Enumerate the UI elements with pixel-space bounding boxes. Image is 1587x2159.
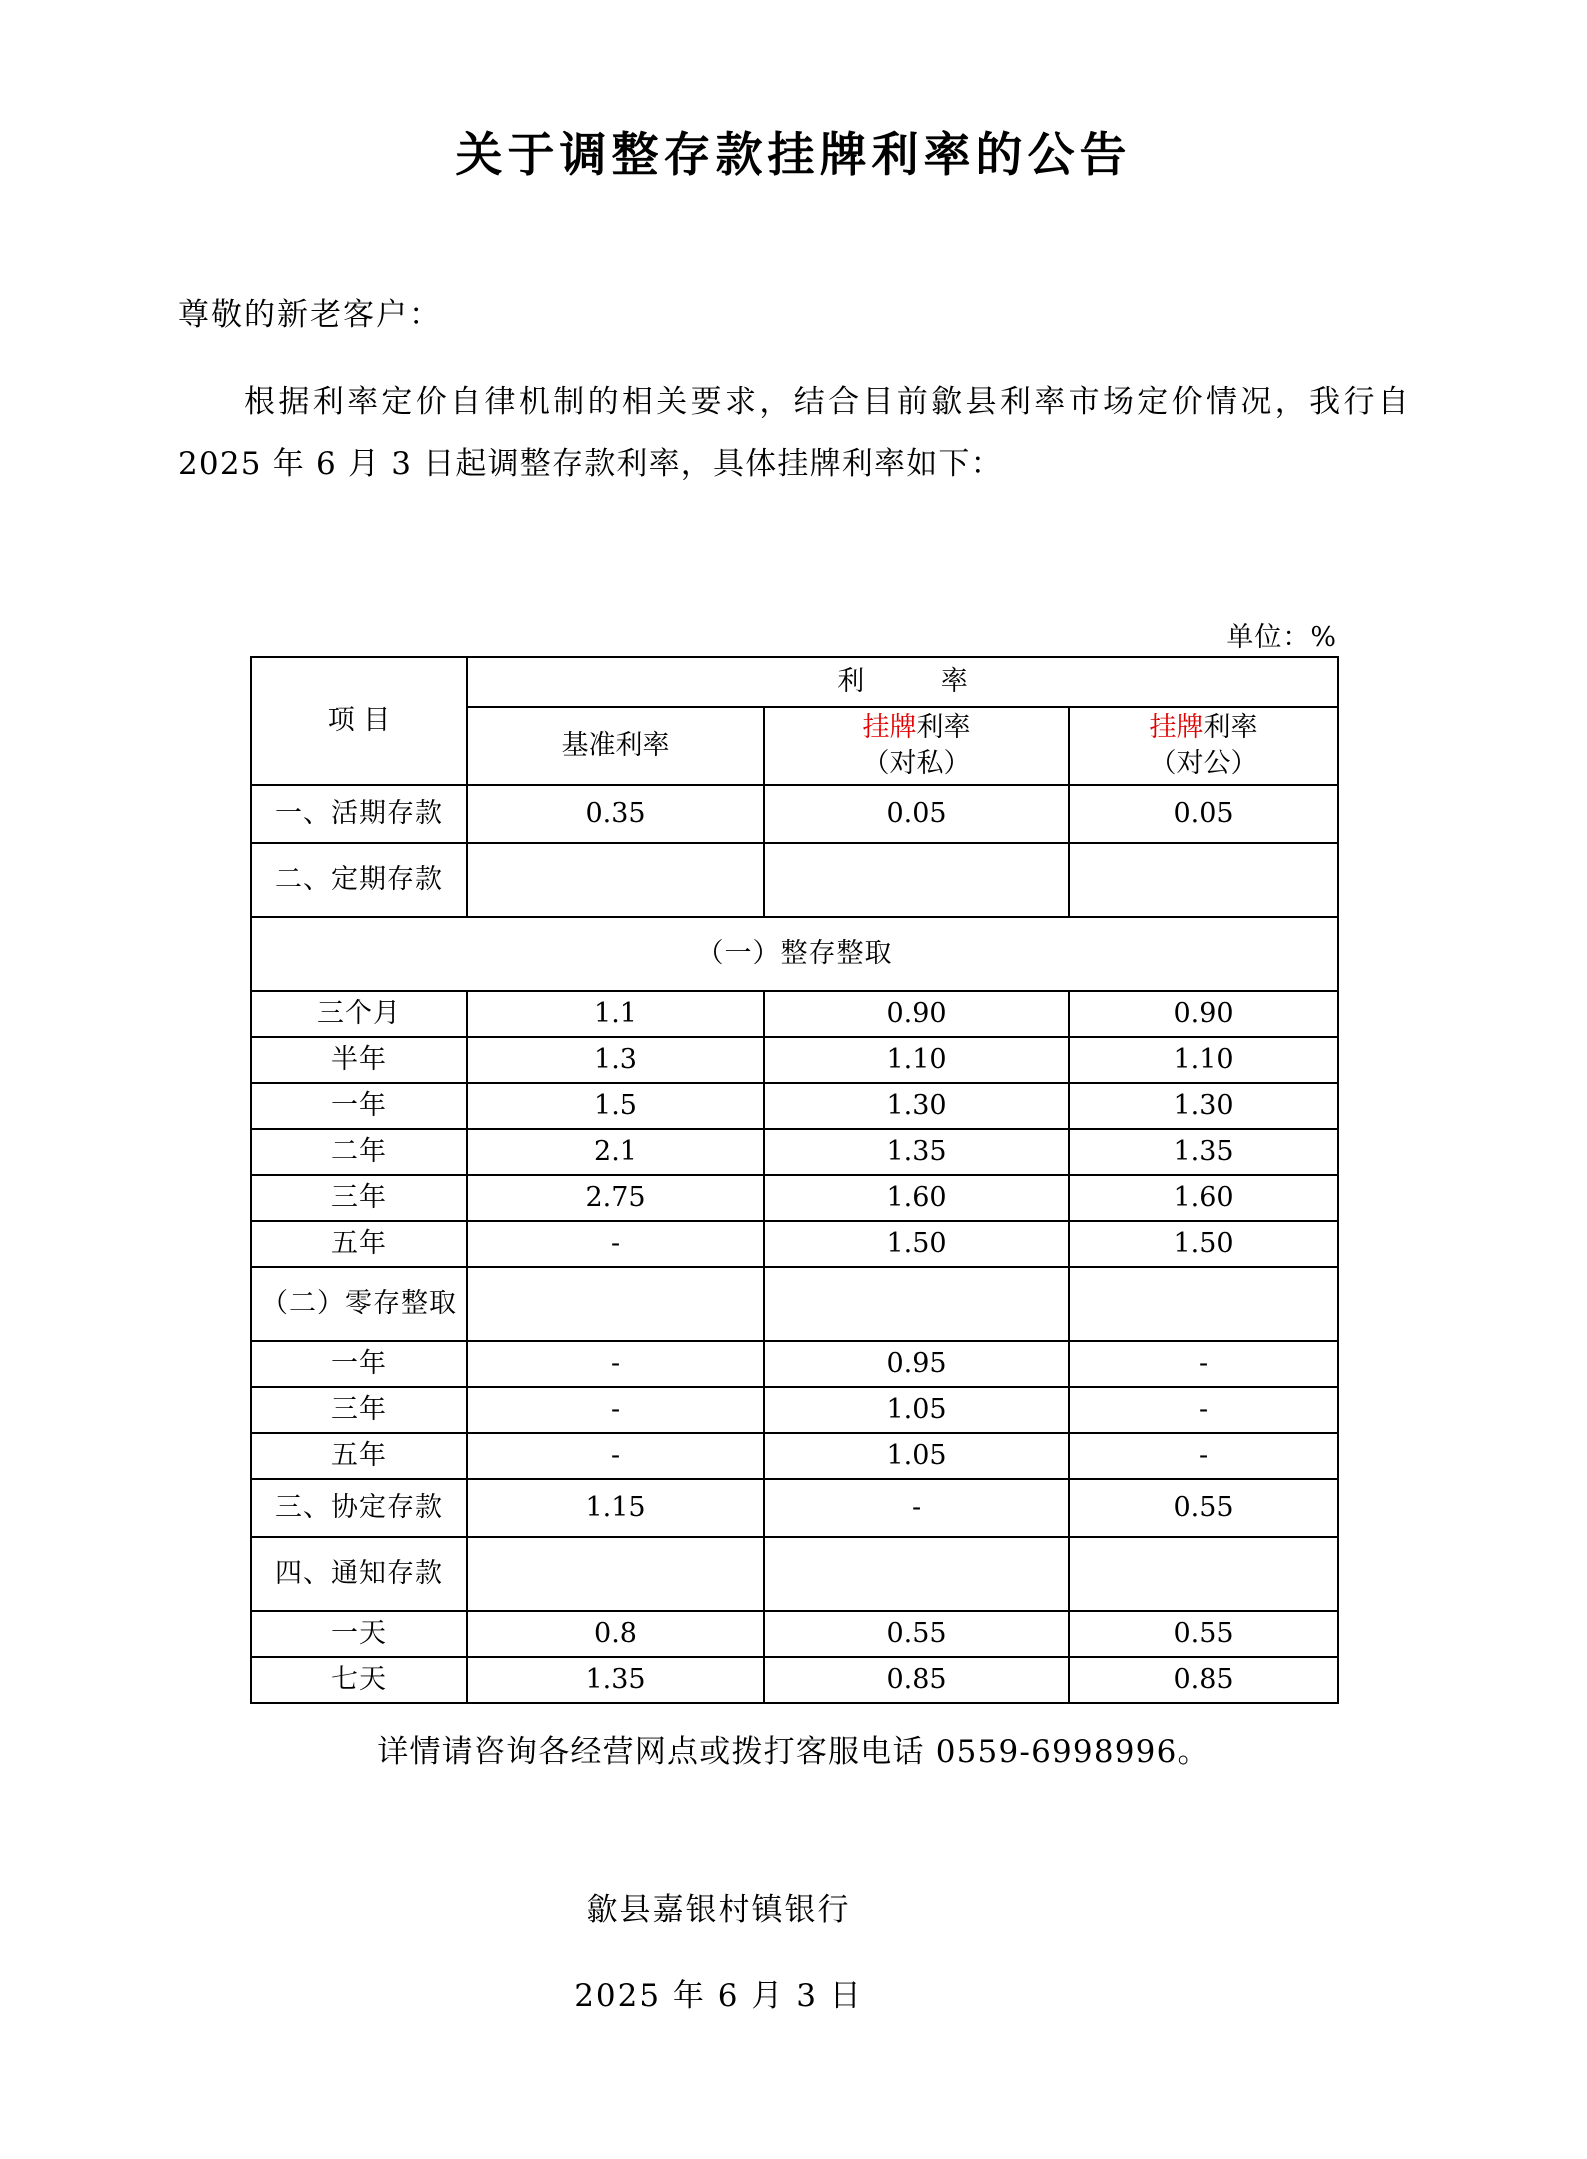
private-rate-cell <box>764 1537 1069 1611</box>
private-rate-cell: 1.10 <box>764 1037 1069 1083</box>
signature-organization: 歙县嘉银村镇银行 <box>586 1892 851 1928</box>
private-rate-cell: 0.95 <box>764 1341 1069 1387</box>
private-rate-cell <box>764 843 1069 917</box>
section-label: 一、活期存款 <box>251 785 467 843</box>
private-rate-cell: 1.50 <box>764 1221 1069 1267</box>
base-rate-cell: 0.8 <box>467 1611 764 1657</box>
corporate-rate-cell: 0.55 <box>1069 1611 1338 1657</box>
term-label: 半年 <box>251 1037 467 1083</box>
table-head <box>251 657 1338 785</box>
rate-table-container <box>250 656 1337 1704</box>
corporate-rate-cell: - <box>1069 1433 1338 1479</box>
term-label: 七天 <box>251 1657 467 1703</box>
corporate-rate-cell: 0.90 <box>1069 991 1338 1037</box>
corporate-rate-cell <box>1069 843 1338 917</box>
section-label: （二）零存整取 <box>251 1267 467 1341</box>
corporate-rate-cell: 0.85 <box>1069 1657 1338 1703</box>
table-row <box>251 1037 1338 1083</box>
group-heading-label: （一）整存整取 <box>251 917 1338 991</box>
private-rate-cell: 1.35 <box>764 1129 1069 1175</box>
corporate-rate-subtitle: （对公） <box>1149 748 1258 779</box>
corporate-rate-highlight: 挂牌 <box>1149 711 1204 743</box>
base-rate-cell: 2.1 <box>467 1129 764 1175</box>
column-header-corporate-rate <box>1069 707 1338 785</box>
private-rate-cell: 1.30 <box>764 1083 1069 1129</box>
table-row <box>251 1387 1338 1433</box>
private-rate-text: 利率 <box>916 711 971 743</box>
table-row <box>251 1611 1338 1657</box>
term-label: 一年 <box>251 1083 467 1129</box>
private-rate-cell: 0.90 <box>764 991 1069 1037</box>
term-label: 三个月 <box>251 991 467 1037</box>
base-rate-cell: 1.15 <box>467 1479 764 1537</box>
corporate-rate-cell: 0.55 <box>1069 1479 1338 1537</box>
base-rate-cell: - <box>467 1433 764 1479</box>
table-row-section <box>251 1479 1338 1537</box>
term-label: 一天 <box>251 1611 467 1657</box>
private-rate-cell: 1.60 <box>764 1175 1069 1221</box>
table-header-row-1 <box>251 657 1338 707</box>
table-body <box>251 785 1338 1703</box>
section-label: 四、通知存款 <box>251 1537 467 1611</box>
body-paragraph: 根据利率定价自律机制的相关要求，结合目前歙县利率市场定价情况，我行自 2025 年 6 月 3 日起调整存款利率，具体挂牌利率如下： <box>178 384 1410 482</box>
private-rate-highlight: 挂牌 <box>862 711 917 743</box>
column-header-base-rate: 基准利率 <box>467 707 764 785</box>
table-row <box>251 1129 1338 1175</box>
corporate-rate-cell: 1.30 <box>1069 1083 1338 1129</box>
base-rate-cell: - <box>467 1387 764 1433</box>
private-rate-cell: 0.85 <box>764 1657 1069 1703</box>
base-rate-cell: 1.5 <box>467 1083 764 1129</box>
corporate-rate-cell <box>1069 1267 1338 1341</box>
deposit-rate-table <box>250 656 1339 1704</box>
private-rate-cell: 0.55 <box>764 1611 1069 1657</box>
corporate-rate-cell: 1.60 <box>1069 1175 1338 1221</box>
signature-date: 2025 年 6 月 3 日 <box>574 1978 863 2014</box>
private-rate-cell: - <box>764 1479 1069 1537</box>
private-rate-cell: 1.05 <box>764 1387 1069 1433</box>
term-label: 三年 <box>251 1387 467 1433</box>
table-row-section <box>251 1537 1338 1611</box>
private-rate-cell: 0.05 <box>764 785 1069 843</box>
corporate-rate-cell: 0.05 <box>1069 785 1338 843</box>
page-title: 关于调整存款挂牌利率的公告 <box>455 128 1132 184</box>
term-label: 五年 <box>251 1433 467 1479</box>
contact-line: 详情请咨询各经营网点或拨打客服电话 0559-6998996。 <box>377 1734 1210 1770</box>
corporate-rate-cell <box>1069 1537 1338 1611</box>
term-label: 一年 <box>251 1341 467 1387</box>
salutation: 尊敬的新老客户： <box>178 297 442 333</box>
column-header-rate-group: 利 率 <box>467 657 1338 707</box>
corporate-rate-cell: - <box>1069 1387 1338 1433</box>
table-row-section <box>251 1267 1338 1341</box>
table-row <box>251 1341 1338 1387</box>
column-header-private-rate <box>764 707 1069 785</box>
base-rate-cell <box>467 1267 764 1341</box>
table-row <box>251 1221 1338 1267</box>
base-rate-cell: 0.35 <box>467 785 764 843</box>
column-header-item: 项 目 <box>251 657 467 785</box>
term-label: 二年 <box>251 1129 467 1175</box>
term-label: 五年 <box>251 1221 467 1267</box>
base-rate-cell <box>467 843 764 917</box>
term-label: 三年 <box>251 1175 467 1221</box>
table-row <box>251 1657 1338 1703</box>
base-rate-cell: 1.1 <box>467 991 764 1037</box>
corporate-rate-cell: 1.50 <box>1069 1221 1338 1267</box>
table-row <box>251 1433 1338 1479</box>
section-label: 二、定期存款 <box>251 843 467 917</box>
base-rate-cell: - <box>467 1341 764 1387</box>
table-row-section <box>251 785 1338 843</box>
corporate-rate-cell: 1.35 <box>1069 1129 1338 1175</box>
table-row <box>251 1175 1338 1221</box>
base-rate-cell: 1.35 <box>467 1657 764 1703</box>
table-row <box>251 991 1338 1037</box>
private-rate-cell: 1.05 <box>764 1433 1069 1479</box>
base-rate-cell: 2.75 <box>467 1175 764 1221</box>
corporate-rate-cell: - <box>1069 1341 1338 1387</box>
base-rate-cell: - <box>467 1221 764 1267</box>
unit-label: 单位：% <box>1226 622 1337 653</box>
private-rate-cell <box>764 1267 1069 1341</box>
private-rate-subtitle: （对私） <box>862 748 971 779</box>
table-row-group-heading <box>251 917 1338 991</box>
table-row-section <box>251 843 1338 917</box>
table-row <box>251 1083 1338 1129</box>
section-label: 三、协定存款 <box>251 1479 467 1537</box>
base-rate-cell: 1.3 <box>467 1037 764 1083</box>
corporate-rate-text: 利率 <box>1203 711 1258 743</box>
base-rate-cell <box>467 1537 764 1611</box>
corporate-rate-cell: 1.10 <box>1069 1037 1338 1083</box>
